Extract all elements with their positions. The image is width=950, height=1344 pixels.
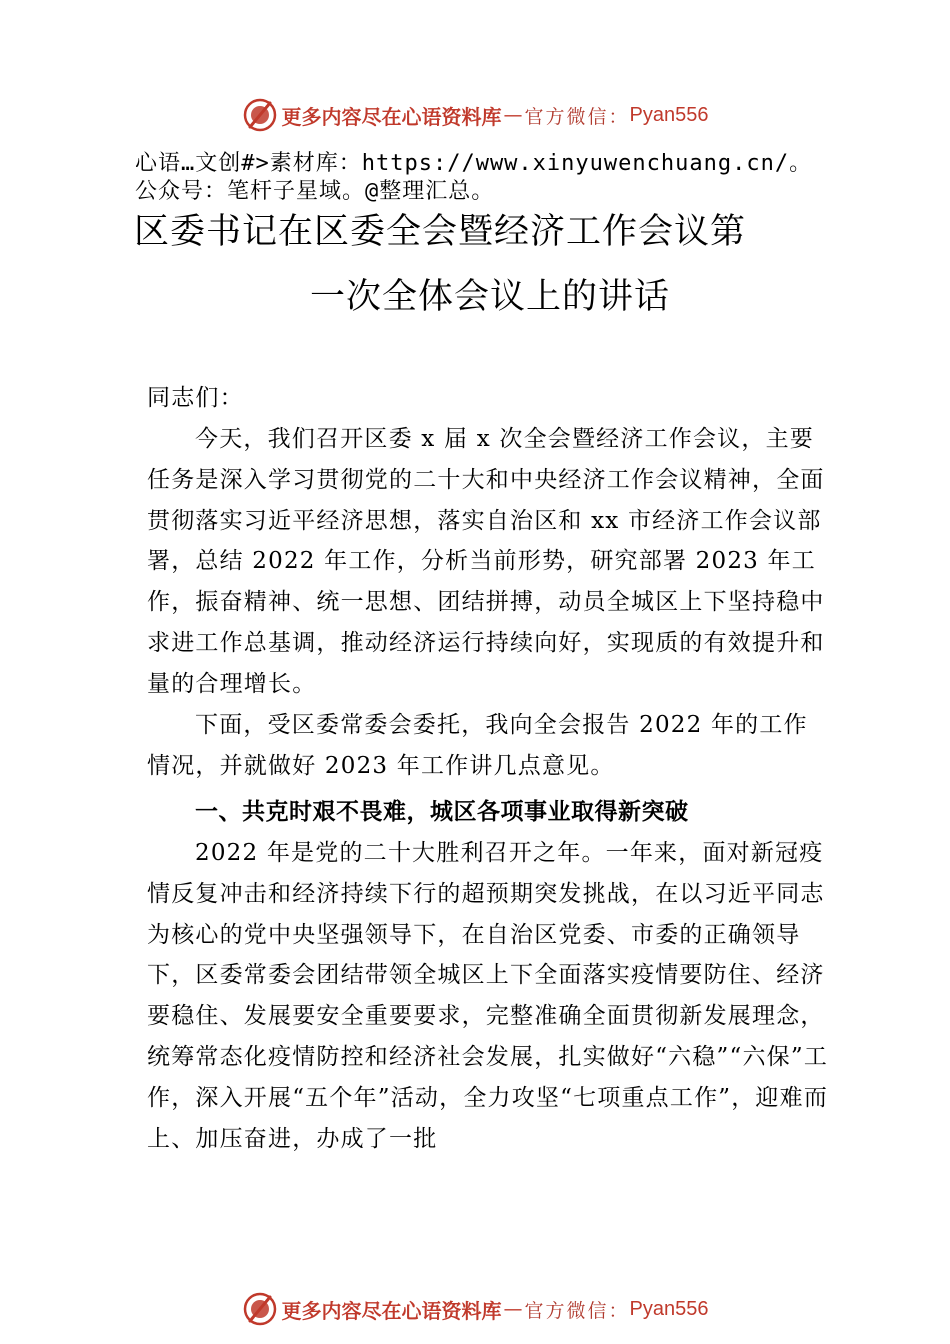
source-note: 心语…文创#>素材库：https://www.xinyuwenchuang.cn/。公众号：笔杆子星域。@整理汇总。 [135, 151, 813, 204]
banner-main-text: 更多内容尽在心语资料库 [281, 104, 502, 129]
paragraph-report: 下面，受区委常委会委托，我向全会报告 2022 年的工作情况，并就做好 2023 年工作讲几点意见。 [147, 712, 808, 779]
banner-wechat-id: Pyan556 [629, 1297, 709, 1320]
greeting: 同志们： [147, 385, 244, 411]
document-title-line2: 一次全体会议上的讲话 [309, 277, 670, 317]
banner-wechat-label: 官方微信： [524, 1299, 630, 1322]
banner-main-text: 更多内容尽在心语资料库 [281, 1298, 502, 1323]
section-heading-1: 一、共克时艰不畏难，城区各项事业取得新突破 [195, 799, 689, 825]
document-title-line1: 区委书记在区委全会暨经济工作会议第 [133, 212, 746, 252]
banner-wechat-id: Pyan556 [629, 103, 709, 126]
pen-seal-logo-icon [242, 97, 278, 133]
banner-wechat-label: 官方微信： [524, 105, 630, 128]
pen-seal-logo-icon [242, 1291, 278, 1327]
banner-separator: — [503, 104, 523, 126]
paragraph-review: 2022 年是党的二十大胜利召开之年。一年来，面对新冠疫情反复冲击和经济持续下行的超预期突发挑战，在以习近平同志为核心的党中央坚强领导下，在自治区党委、市委的正确领导下，区委常委会团结带领全城区上下全面落实疫情要防住、经济要稳住、发展要安全重要要求，完整准确全面贯彻新发展理念，统筹常态化疫情防控和经济社会发展，扎实做好“六稳”“六保”工作，深入开展“五个年”活动，全力攻坚“七项重点工作”，迎难而上、加压奋进，办成了一批 [147, 840, 829, 1152]
header-banner [0, 93, 950, 137]
paragraph-intro: 今天，我们召开区委 x 届 x 次全会暨经济工作会议，主要任务是深入学习贯彻党的二十大和中央经济工作会议精神，全面贯彻落实习近平经济思想，落实自治区和 xx 市经济工作会议部署，总结 2022 年工作，分析当前形势，研究部署 2023 年工作，振奋精神、统一思想、团结拼搏，动员全城区上下坚持稳中求进工作总基调，推动经济运行持续向好，实现质的有效提升和量的合理增长。 [147, 426, 825, 697]
banner-separator: — [503, 1298, 523, 1320]
footer-banner [0, 1287, 950, 1331]
